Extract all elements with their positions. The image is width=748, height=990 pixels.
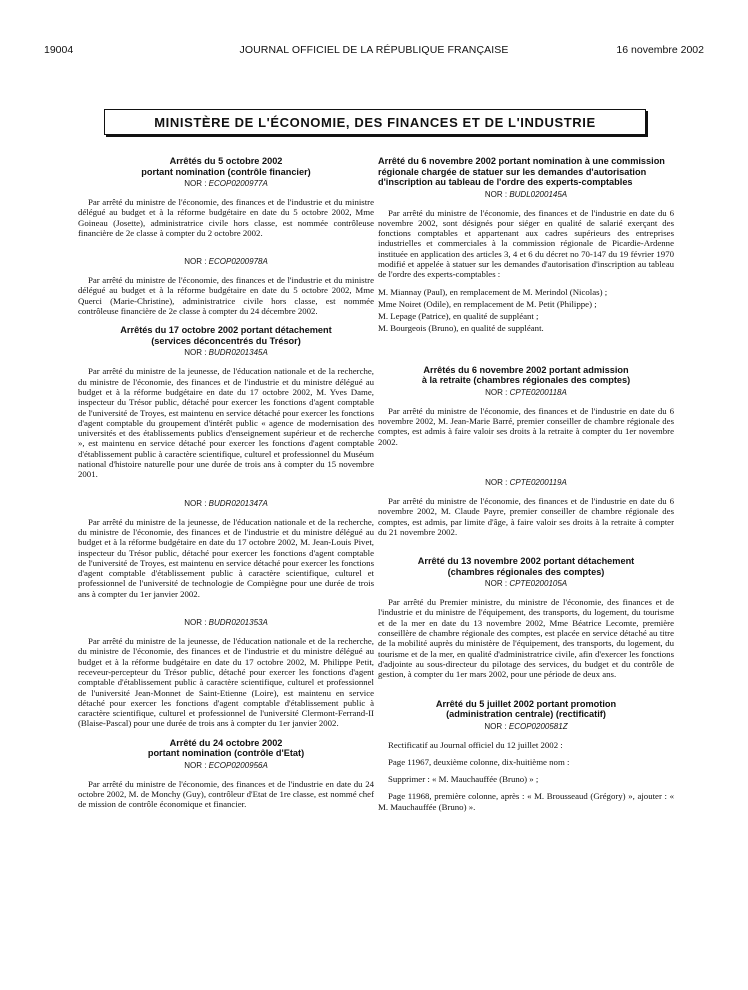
decree-paragraph: Par arrêté du ministre de la jeunesse, de l'éducation nationale et de la recherche, du ministre de l'économie, des finances et de l'industrie et du ministre délégué au budget et à la réforme budgétaire en date du 17 octobre 2002, M. Yves Dame, inspecteur du Trésor public, détaché pour exercer les fonctions d'agent comptable de l'université de Troyes, est maintenu en service détaché pour exercer les fonctions d'agent comptable du groupement d'intérêt public « agence de modernisation des universités et des établissements publics d'enseignement supérieur et de recherche », est maintenu en service détaché pour exercer les fonctions d'agent comptable d'établissement public à caractère scientifique, culturel et professionnel du Muséum national d'histoire naturelle pour une durée de trois ans à compter du 15 novembre 2001. — [78, 366, 374, 480]
decree-paragraph: Par arrêté du ministre de l'économie, des finances et de l'industrie et du ministre délégué au budget et à la réforme budgétaire en date du 5 octobre 2002, Mme Goineau (Josette), administratrice civile hors classe, est nommée contrôleuse financière de 2e classe à compter du 2 octobre 2002. — [78, 197, 374, 238]
decree-section — [78, 738, 374, 810]
decree-paragraph: Par arrêté du Premier ministre, du ministre de l'économie, des finances et de l'industrie et du ministre de l'équipement, des transports, du logement, du tourisme et de la mer en date du 13 novembre 2002, Mme Béatrice Lecomte, première conseillère de chambre régionale des comptes, est placée en service détaché au titre de la mobilité auprès du ministère de l'équipement, des transports, du logement, du tourisme et de la mer, en qualité d'administratrice civile, afin d'exercer les fonctions d'adjointe au sous-directeur du pilotage des services, du budget et du contrôle de gestion, à compter du 1er mars 2002, pour une période de deux ans. — [378, 597, 674, 680]
nor-reference: NOR : CPTE0200118A — [485, 387, 567, 397]
decree-section — [378, 699, 674, 812]
section-title: Arrêté du 24 octobre 2002 — [169, 737, 283, 748]
section-subtitle: à la retraite (chambres régionales des comptes) — [421, 375, 631, 386]
decree-paragraph: Par arrêté du ministre de l'économie, des finances et de l'industrie et du ministre délégué au budget et à la réforme budgétaire en date du 5 octobre 2002, Mme Querci (Marie-Christine), administratrice civile hors classe, est nommée contrôleuse financière de 2e classe à compter du 24 décembre 2002. — [78, 275, 374, 317]
section-subtitle: portant nomination (contrôle d'Etat) — [147, 748, 305, 759]
decree-paragraph: Par arrêté du ministre de l'économie, des finances et de l'industrie en date du 6 novembre 2002, M. Jean-Marie Barré, premier conseiller de chambre régionale des comptes, est admis à faire valoir ses droits à la retraite à compter du 1er novembre 2002. — [378, 405, 674, 447]
decree-paragraph: Par arrêté du ministre de l'économie, des finances et de l'industrie en date du 6 novembre 2002, M. Claude Payre, premier conseiller de chambre régionale des comptes, est admis, par limite d'âge, à faire valoir ses droits à la retraite à compter du 21 novembre 2002. — [378, 495, 674, 537]
nor-reference: NOR : BUDL0200145A — [484, 189, 568, 199]
decree-paragraph: Par arrêté du ministre de l'économie, des finances et de l'industrie en date du 6 novembre 2002, sont désignés pour siéger en qualité de salarié exerçant des fonctions comptables et appartenant aux cadres supérieurs des entreprises industrielles et commerciales à la commission régionale de Picardie-Ardenne instituée en application des articles 3, 4 et 6 du décret no 70-147 du 19 février 1970 modifié et appelée à statuer sur les demandes d'autorisation d'inscription au tableau de l'ordre des experts-comptables : — [378, 207, 674, 280]
list-item: M. Miannay (Paul), en remplacement de M. Merindol (Nicolas) ; — [378, 286, 608, 297]
section-title: Arrêté du 13 novembre 2002 portant détachement — [417, 556, 635, 567]
list-item: M. Lepage (Patrice), en qualité de suppléant ; — [378, 311, 539, 322]
section-title: Arrêtés du 6 novembre 2002 portant admission — [423, 364, 629, 375]
decree-section — [378, 156, 674, 334]
issue-date: 16 novembre 2002 — [616, 44, 704, 56]
section-subtitle: portant nomination (contrôle financier) — [141, 166, 311, 177]
rectification-line: Page 11967, deuxième colonne, dix-huitième nom : — [388, 756, 570, 767]
page-number: 19004 — [44, 44, 74, 56]
journal-title: JOURNAL OFFICIEL DE LA RÉPUBLIQUE FRANÇAISE — [239, 44, 509, 56]
section-title: Arrêtés du 5 octobre 2002 — [169, 156, 283, 166]
nor-reference: NOR : ECOP0200956A — [184, 760, 268, 770]
decree-section — [78, 325, 374, 728]
list-item: M. Bourgeois (Bruno), en qualité de suppléant. — [378, 323, 544, 334]
nor-reference: NOR : BUDR0201347A — [184, 498, 268, 508]
rectification-line: Rectificatif au Journal officiel du 12 juillet 2002 : — [388, 739, 563, 750]
ministry-heading-box — [104, 109, 646, 135]
nor-reference: NOR : ECOP0200978A — [184, 257, 268, 267]
section-title: Arrêtés du 17 octobre 2002 portant détachement — [120, 325, 332, 336]
nor-reference: NOR : BUDR0201345A — [184, 348, 268, 358]
rectification-line: Supprimer : « M. Mauchauffée (Bruno) » ; — [388, 774, 539, 785]
section-subtitle: (chambres régionales des comptes) — [447, 566, 605, 577]
decree-paragraph: Par arrêté du ministre de la jeunesse, de l'éducation nationale et de la recherche, du ministre de l'économie, des finances et de l'industrie et du ministre délégué au budget et à la réforme budgétaire en date du 17 octobre 2002, M. Jean-Louis Pivet, inspecteur du Trésor public, détaché pour exercer les fonctions d'agent comptable de l'université de Troyes, est maintenu en service détaché pour exercer les fonctions d'agent comptable d'établissement public à caractère scientifique, culturel et professionnel de l'université de technologie de Compiègne pour une durée de trois ans à compter du 1er janvier 2002. — [78, 516, 374, 599]
decree-section — [78, 156, 374, 316]
decree-paragraph: Par arrêté du ministre de la jeunesse, de l'éducation nationale et de la recherche, du ministre de l'économie, des finances et de l'industrie et du ministre délégué au budget et à la réforme budgétaire en date du 17 octobre 2002, M. Philippe Petit, receveur-percepteur du Trésor public, détaché pour exercer les fonctions d'agent comptable d'établissement public à caractère scientifique, culturel et professionnel de l'université Jean-Monnet de Saint-Etienne (Loire), est maintenu en service détaché pour exercer les fonctions d'agent comptable d'établissement public à caractère scientifique, culturel et professionnel de l'université Clermont-Ferrand-II (Blaise-Pascal) pour une durée de trois ans à compter du 1er janvier 2002. — [78, 636, 374, 729]
nor-reference: NOR : CPTE0200119A — [485, 477, 567, 487]
list-item: Mme Noiret (Odile), en remplacement de M. Petit (Philippe) ; — [378, 298, 597, 309]
nor-reference: NOR : CPTE0200105A — [484, 579, 568, 589]
section-title: Arrêté du 5 juillet 2002 portant promotion — [435, 698, 617, 709]
section-title: Arrêté du 6 novembre 2002 portant nomination à une commission régionale chargée de statuer sur les demandes d'autorisation d'inscription au tableau de l'ordre des experts-comptables — [378, 156, 665, 187]
nor-reference: NOR : ECOP0200977A — [184, 179, 268, 188]
decree-paragraph: Par arrêté du ministre de l'économie, des finances et de l'industrie en date du 24 octobre 2002, M. de Monchy (Guy), contrôleur d'Etat de 1re classe, est nommé chef de mission de contrôle économique et financier. — [78, 778, 374, 810]
right-column — [378, 156, 674, 821]
nor-reference: NOR : BUDR0201353A — [184, 618, 268, 628]
left-column — [78, 156, 374, 819]
nor-reference: NOR : ECOP0200581Z — [484, 721, 568, 731]
section-subtitle: (services déconcentrés du Trésor) — [151, 335, 301, 346]
decree-section — [378, 556, 674, 679]
ministry-heading: MINISTÈRE DE L'ÉCONOMIE, DES FINANCES ET DE L'INDUSTRIE — [154, 114, 596, 130]
section-subtitle: (administration centrale) (rectificatif) — [446, 709, 606, 720]
decree-section — [378, 365, 674, 537]
rectification-line: Page 11968, première colonne, après : « M. Brousseaud (Grégory) », ajouter : « M. Mauchauffée (Bruno) ». — [378, 791, 674, 812]
running-header — [44, 44, 704, 58]
